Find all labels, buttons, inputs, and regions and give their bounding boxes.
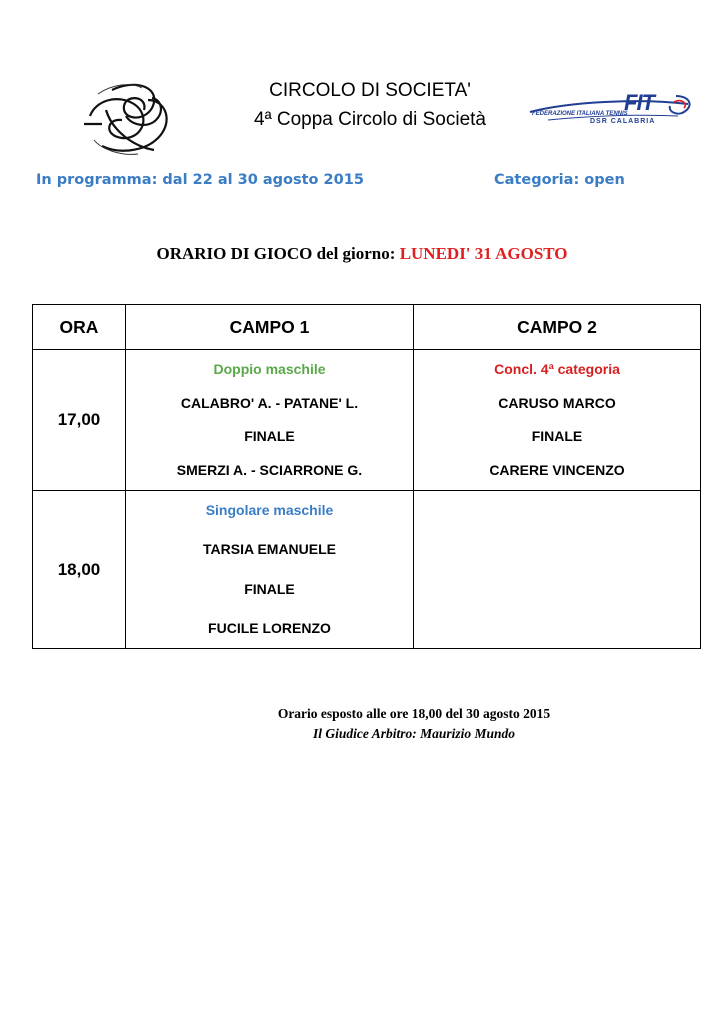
column-header-ora: ORA [33, 305, 126, 350]
match-cell-campo2-empty [414, 491, 701, 649]
match-category: Doppio maschile [213, 361, 326, 377]
match-cell-campo1 [126, 350, 414, 491]
fit-federation-text: FEDERAZIONE ITALIANA TENNIS [532, 111, 628, 117]
table-header-row [33, 305, 701, 350]
match-cell-campo2 [414, 350, 701, 491]
referee-note: Il Giudice Arbitro: Maurizio Mundo [312, 726, 516, 741]
page-subtitle: 4ª Coppa Circolo di Società [254, 109, 486, 130]
match-round: FINALE [244, 580, 295, 597]
schedule-table [32, 304, 701, 649]
player-2: CARERE VINCENZO [489, 461, 625, 478]
match-category: Singolare maschile [205, 502, 334, 518]
player-1: CALABRO' A. - PATANE' L. [180, 394, 359, 411]
player-2: FUCILE LORENZO [208, 619, 331, 636]
match-category: Concl. 4ª categoria [494, 361, 620, 377]
club-monogram-icon [82, 80, 182, 158]
player-2: SMERZI A. - SCIARRONE G. [176, 461, 363, 478]
table-row [33, 350, 701, 491]
time-cell: 18,00 [33, 491, 126, 649]
match-cell-campo1 [126, 491, 414, 649]
fit-region-text: DSR CALABRIA [590, 118, 656, 125]
schedule-date: LUNEDI' 31 AGOSTO [399, 244, 568, 263]
match-round: FINALE [244, 428, 295, 445]
time-cell: 17,00 [33, 350, 126, 491]
column-header-campo2: CAMPO 2 [414, 305, 701, 350]
schedule-heading-label: ORARIO DI GIOCO del giorno: [156, 244, 396, 263]
player-1: CARUSO MARCO [498, 394, 616, 411]
column-header-campo1: CAMPO 1 [126, 305, 414, 350]
match-round: FINALE [531, 428, 583, 445]
page-title: CIRCOLO DI SOCIETA' [269, 80, 471, 101]
posting-note: Orario esposto alle ore 18,00 del 30 agosto 2015 [277, 706, 551, 721]
category-label: Categoria: open [494, 172, 625, 188]
fit-logo-icon [528, 90, 692, 130]
schedule-heading [0, 244, 724, 264]
table-row [33, 491, 701, 649]
player-1: TARSIA EMANUELE [203, 541, 336, 558]
fit-wordmark: FIT [624, 90, 654, 115]
program-dates: In programma: dal 22 al 30 agosto 2015 [36, 172, 364, 188]
